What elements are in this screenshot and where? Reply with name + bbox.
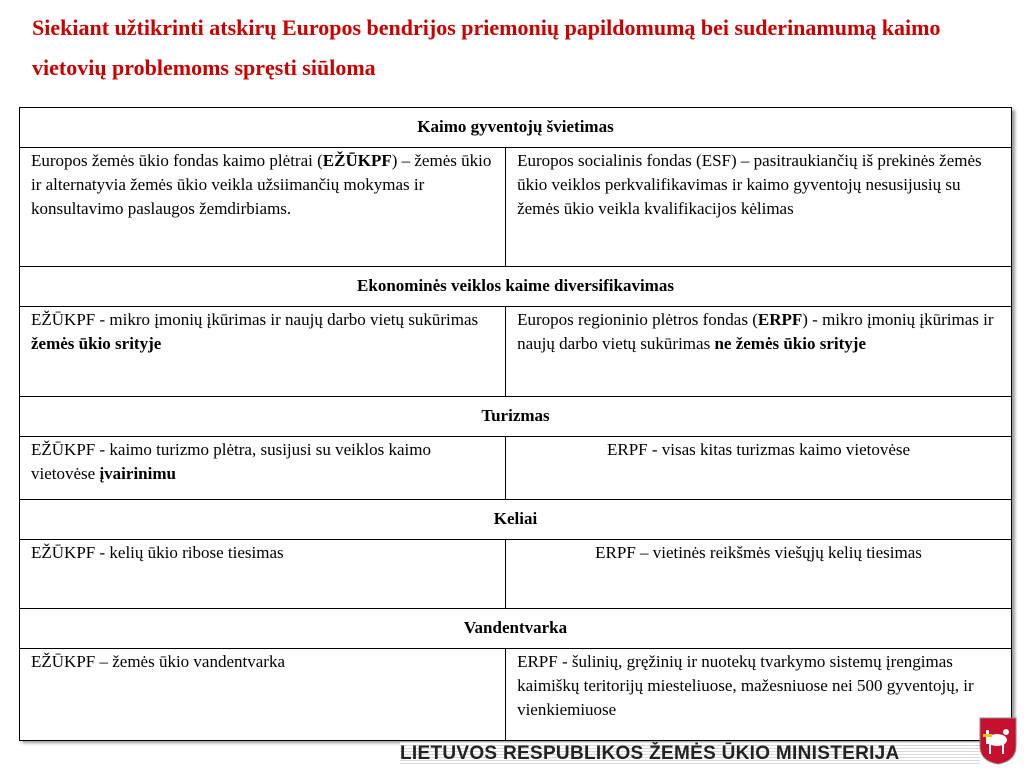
section-water-left-cell: EŽŪKPF – žemės ūkio vandentvarka [20,649,506,741]
comparison-table [19,107,1012,741]
ministry-footer-banner: LIETUVOS RESPUBLIKOS ŽEMĖS ŪKIO MINISTERIJA [400,742,980,766]
section-diversification-right-cell: Europos regioninio plėtros fondas (ERPF) - mikro įmonių įkūrimas ir naujų darbo vietų sukūrimas ne žemės ūkio srityje [506,307,1012,397]
section-roads-left-cell: EŽŪKPF - kelių ūkio ribose tiesimas [20,540,506,609]
section-roads-right-cell: ERPF – vietinės reikšmės viešųjų kelių tiesimas [506,540,1012,609]
section-education-left-cell: Europos žemės ūkio fondas kaimo plėtrai (EŽŪKPF) – žemės ūkio ir alternatyvia žemės ūkio veikla užsiimančių mokymas ir konsultavimo paslaugos žemdirbiams. [20,148,506,267]
section-education-right-cell: Europos socialinis fondas (ESF) – pasitraukiančių iš prekinės žemės ūkio veiklos perkvalifikavimas ir kaimo gyventojų nesusijusių su žemės ūkio veikla kvalifikacijos kėlimas [506,148,1012,267]
comparison-table-container [19,107,1012,740]
section-heading-education: Kaimo gyventojų švietimas [20,108,1012,148]
section-heading-tourism: Turizmas [20,397,1012,437]
slide-title: Siekiant užtikrinti atskirų Europos bendrijos priemonių papildomumą bei suderinamumą kaimo vietovių problemoms spręsti siūloma [32,15,941,80]
section-heading-diversification: Ekonominės veiklos kaime diversifikavimas [20,267,1012,307]
section-diversification-left-cell: EŽŪKPF - mikro įmonių įkūrimas ir naujų darbo vietų sukūrimas žemės ūkio srityje [20,307,506,397]
section-tourism-right-cell: ERPF - visas kitas turizmas kaimo vietovėse [506,437,1012,500]
section-water-right-cell: ERPF - šulinių, gręžinių ir nuotekų tvarkymo sistemų įrengimas kaimiškų teritorijų miesteliuose, mažesniuose nei 500 gyventojų, ir vienkiemiuose [506,649,1012,741]
section-tourism-left-cell: EŽŪKPF - kaimo turizmo plėtra, susijusi su veiklos kaimo vietovėse įvairinimu [20,437,506,500]
section-heading-water: Vandentvarka [20,609,1012,649]
lithuanian-coat-of-arms-icon [978,716,1018,766]
section-heading-roads: Keliai [20,500,1012,540]
